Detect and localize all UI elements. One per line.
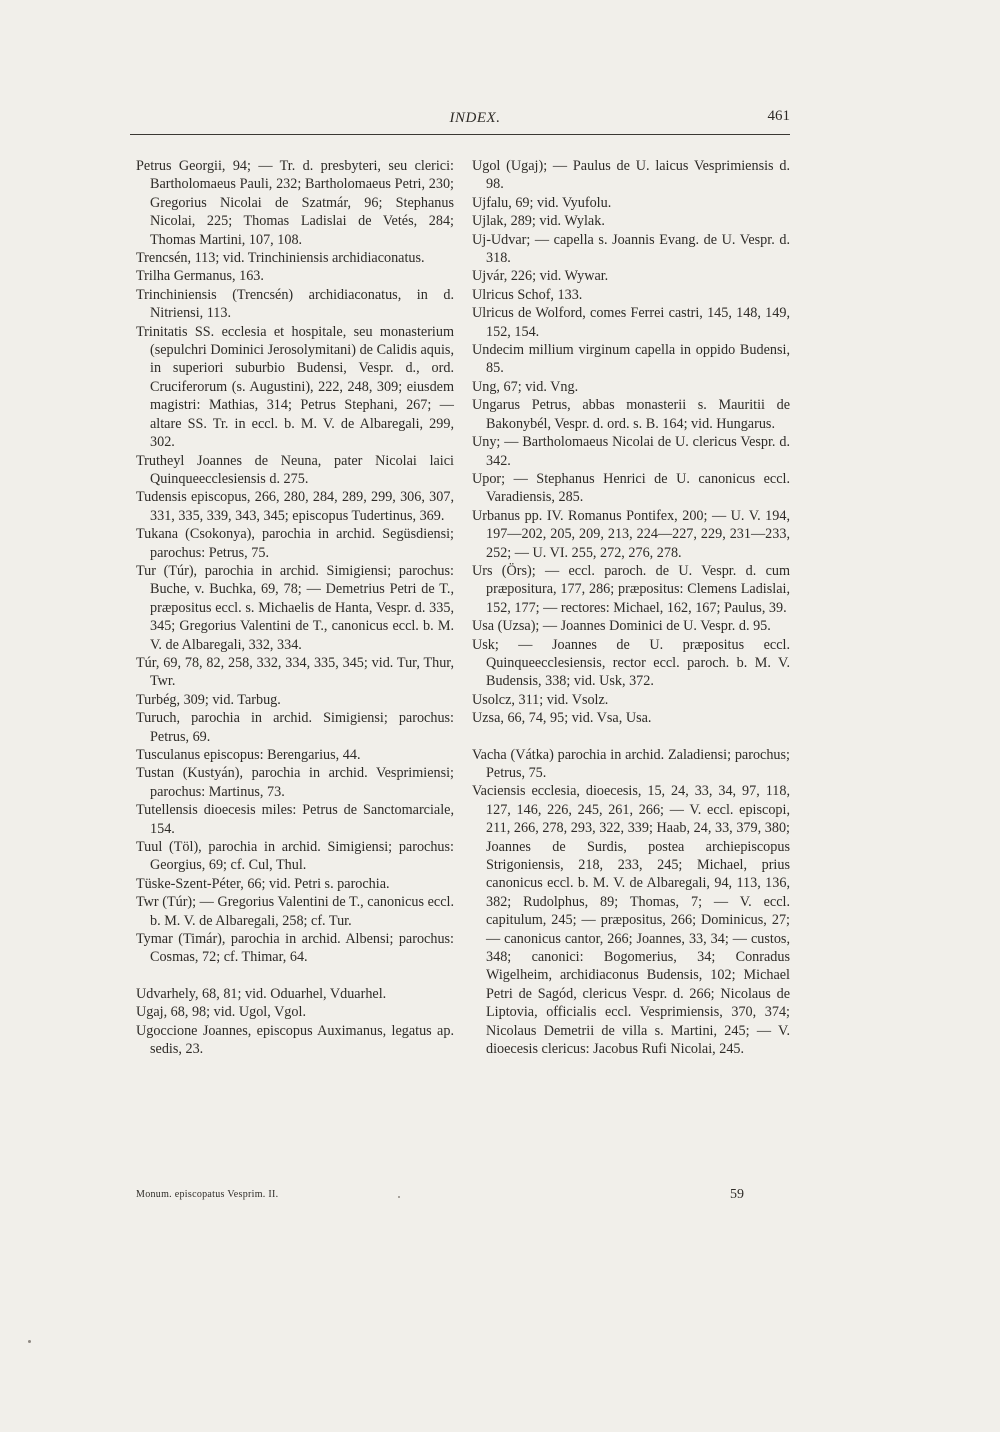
index-entry: Usolcz, 311; vid. Vsolz. bbox=[472, 691, 609, 708]
index-column-left bbox=[136, 157, 454, 1059]
index-entry: Tukana (Csokonya), parochia in archid. Següsdiensi; parochus: Petrus, 75. bbox=[136, 526, 454, 561]
index-entry: Ugol (Ugaj); — Paulus de U. laicus Vesprimiensis d. 98. bbox=[472, 158, 790, 193]
index-entry: Uny; — Bartholomaeus Nicolai de U. clericus Vespr. d. 342. bbox=[472, 434, 790, 469]
index-entry: Twr (Túr); — Gregorius Valentini de T., canonicus eccl. b. M. V. de Albaregali, 258; cf. Tur. bbox=[136, 894, 454, 929]
footer-source-line: Monum. episcopatus Vesprim. II. bbox=[136, 1189, 279, 1200]
index-entry: Ungarus Petrus, abbas monasterii s. Mauritii de Bakonybél, Vespr. d. ord. s. B. 164; vid. Hungarus. bbox=[472, 397, 790, 432]
section-gap bbox=[472, 728, 790, 746]
index-entry: Tustan (Kustyán), parochia in archid. Vesprimiensi; parochus: Martinus, 73. bbox=[136, 765, 454, 800]
section-gap bbox=[136, 967, 454, 985]
index-entry: Ujfalu, 69; vid. Vyufolu. bbox=[472, 194, 612, 211]
index-entry: Uzsa, 66, 74, 95; vid. Vsa, Usa. bbox=[472, 710, 652, 727]
index-entry: Vacha (Vátka) parochia in archid. Zaladiensi; parochus; Petrus, 75. bbox=[472, 746, 790, 781]
index-entry: Ulricus de Wolford, comes Ferrei castri, 145, 148, 149, 152, 154. bbox=[472, 305, 790, 340]
index-entry: Uj-Udvar; — capella s. Joannis Evang. de U. Vespr. d. 318. bbox=[472, 231, 790, 267]
index-entry: Ugoccione Joannes, episcopus Auximanus, legatus ap. sedis, 23. bbox=[136, 1022, 454, 1058]
index-entry: Trinitatis SS. ecclesia et hospitale, seu monasterium (sepulchri Dominici Jerosolymitani) de Calidis aquis, in superiori suburbio Budensi, Vespr. d., ord. Cruciferorum (s. Augustini), 222, 248, 309; eiusdem magistri: Mathias, 314; Petrus Stephani, 267; — altare SS. Tr. in eccl. b. M. V. de Albaregali, 299, 302. bbox=[136, 323, 454, 451]
paper-speck bbox=[398, 1196, 400, 1198]
index-entry: Tüske-Szent-Péter, 66; vid. Petri s. parochia. bbox=[136, 875, 390, 892]
index-entry: Trencsén, 113; vid. Trinchiniensis archidiaconatus. bbox=[136, 250, 425, 267]
index-entry: Usa (Uzsa); — Joannes Dominici de U. Vespr. d. 95. bbox=[472, 618, 771, 635]
index-entry: Tuul (Töl), parochia in archid. Simigiensi; parochus: Georgius, 69; cf. Cul, Thul. bbox=[136, 839, 454, 874]
index-entry: Ulricus Schof, 133. bbox=[472, 286, 583, 303]
index-entry: Urs (Örs); — eccl. paroch. de U. Vespr. d. cum præpositura, 177, 286; præpositus: Clemens Ladislai, 152, 177; — rectores: Michael, 162, 167; Paulus, 39. bbox=[472, 562, 790, 616]
index-entry: Tudensis episcopus, 266, 280, 284, 289, 299, 306, 307, 331, 335, 339, 343, 345; episcopus Tudertinus, 369. bbox=[136, 489, 454, 524]
index-entry: Tusculanus episcopus: Berengarius, 44. bbox=[136, 747, 361, 763]
index-entry: Petrus Georgii, 94; — Tr. d. presbyteri, seu clerici: Bartholomaeus Pauli, 232; Bartholomaeus Petri, 230; Gregorius Nicolai de Szatmár, 96; Stephanus Nicolai, 225; Thomas Ladislai de Vetés, 284; Thomas Martini, 107, 108. bbox=[136, 158, 454, 248]
index-entry: Turbég, 309; vid. Tarbug. bbox=[136, 691, 281, 708]
index-entry: Ujvár, 226; vid. Wywar. bbox=[472, 268, 609, 285]
signature-mark: 59 bbox=[730, 1187, 744, 1202]
index-entry: Trilha Germanus, 163. bbox=[136, 268, 264, 285]
index-entry: Ujlak, 289; vid. Wylak. bbox=[472, 213, 605, 230]
index-entry: Trutheyl Joannes de Neuna, pater Nicolai laici Quinqueecclesiensis d. 275. bbox=[136, 452, 454, 487]
index-entry: Usk; — Joannes de U. præpositus eccl. Quinqueecclesiensis, rector eccl. paroch. b. M. V. Budensis, 338; vid. Usk, 372. bbox=[472, 636, 790, 690]
header-rule bbox=[130, 134, 790, 135]
index-column-right bbox=[472, 157, 790, 1059]
index-entry: Tutellensis dioecesis miles: Petrus de Sanctomarciale, 154. bbox=[136, 802, 454, 837]
index-entry: Tur (Túr), parochia in archid. Simigiensi; parochus: Buche, v. Buchka, 69, 78; — Demetrius Petri de T., præpositus eccl. s. Michaelis de Hanta, Vespr. d. 335, 345; Gregorius Valentini de T., canonicus eccl. b. M. V. de Albaregali, 332, 334. bbox=[136, 562, 454, 653]
index-entry: Ugaj, 68, 98; vid. Ugol, Vgol. bbox=[136, 1004, 306, 1021]
index-entry: Trinchiniensis (Trencsén) archidiaconatus, in d. Nitriensi, 113. bbox=[136, 286, 454, 322]
index-entry: Túr, 69, 78, 82, 258, 332, 334, 335, 345; vid. Tur, Thur, Twr. bbox=[136, 654, 454, 690]
index-entry: Upor; — Stephanus Henrici de U. canonicus eccl. Varadiensis, 285. bbox=[472, 470, 790, 506]
running-header-title: INDEX. bbox=[449, 110, 501, 126]
index-entry: Tymar (Timár), parochia in archid. Albensi; parochus: Cosmas, 72; cf. Thimar, 64. bbox=[136, 931, 454, 966]
index-entry: Urbanus pp. IV. Romanus Pontifex, 200; — U. V. 194, 197—202, 205, 209, 213, 224—227, 229, 231—233, 252; — U. VI. 255, 272, 276, 278. bbox=[472, 507, 790, 561]
index-entry: Ung, 67; vid. Vng. bbox=[472, 378, 579, 395]
index-entry: Turuch, parochia in archid. Simigiensi; parochus: Petrus, 69. bbox=[136, 710, 454, 745]
index-entry: Vaciensis ecclesia, dioecesis, 15, 24, 33, 34, 97, 118, 127, 146, 226, 245, 261, 266; — V. eccl. episcopi, 211, 266, 278, 293, 322, 339; Haab, 24, 33, 379, 380; Joannes de Surdis, postea archiepiscopus Strigoniensis, 218, 233, 245; Michael, prius canonicus eccl. b. M. V. de Albaregali, 94, 113, 136, 382; Rudolphus, 89; Thomas, 7; — V. eccl. capitulum, 245; — præpositus, 266; Dominicus, 27; — canonicus cantor, 266; Joannes, 33, 34; — custos, 348; canonici: Bogomerius, 34; Conradus Wigelheim, archidiaconus Budensis, 102; Michael Petri de Sagód, clericus Vespr. d. 266; Nicolaus de Liptovia, officialis eccl. Vesprimiensis, 370, 374; Nicolaus Demetrii de villa s. Martini, 245; — V. dioecesis clericus: Jacobus Rufi Nicolai, 245. bbox=[472, 783, 790, 1058]
index-entry: Udvarhely, 68, 81; vid. Oduarhel, Vduarhel. bbox=[136, 985, 387, 1002]
paper-speck bbox=[28, 1340, 31, 1343]
page-number: 461 bbox=[767, 108, 790, 124]
index-entry: Undecim millium virginum capella in oppido Budensi, 85. bbox=[472, 342, 790, 377]
